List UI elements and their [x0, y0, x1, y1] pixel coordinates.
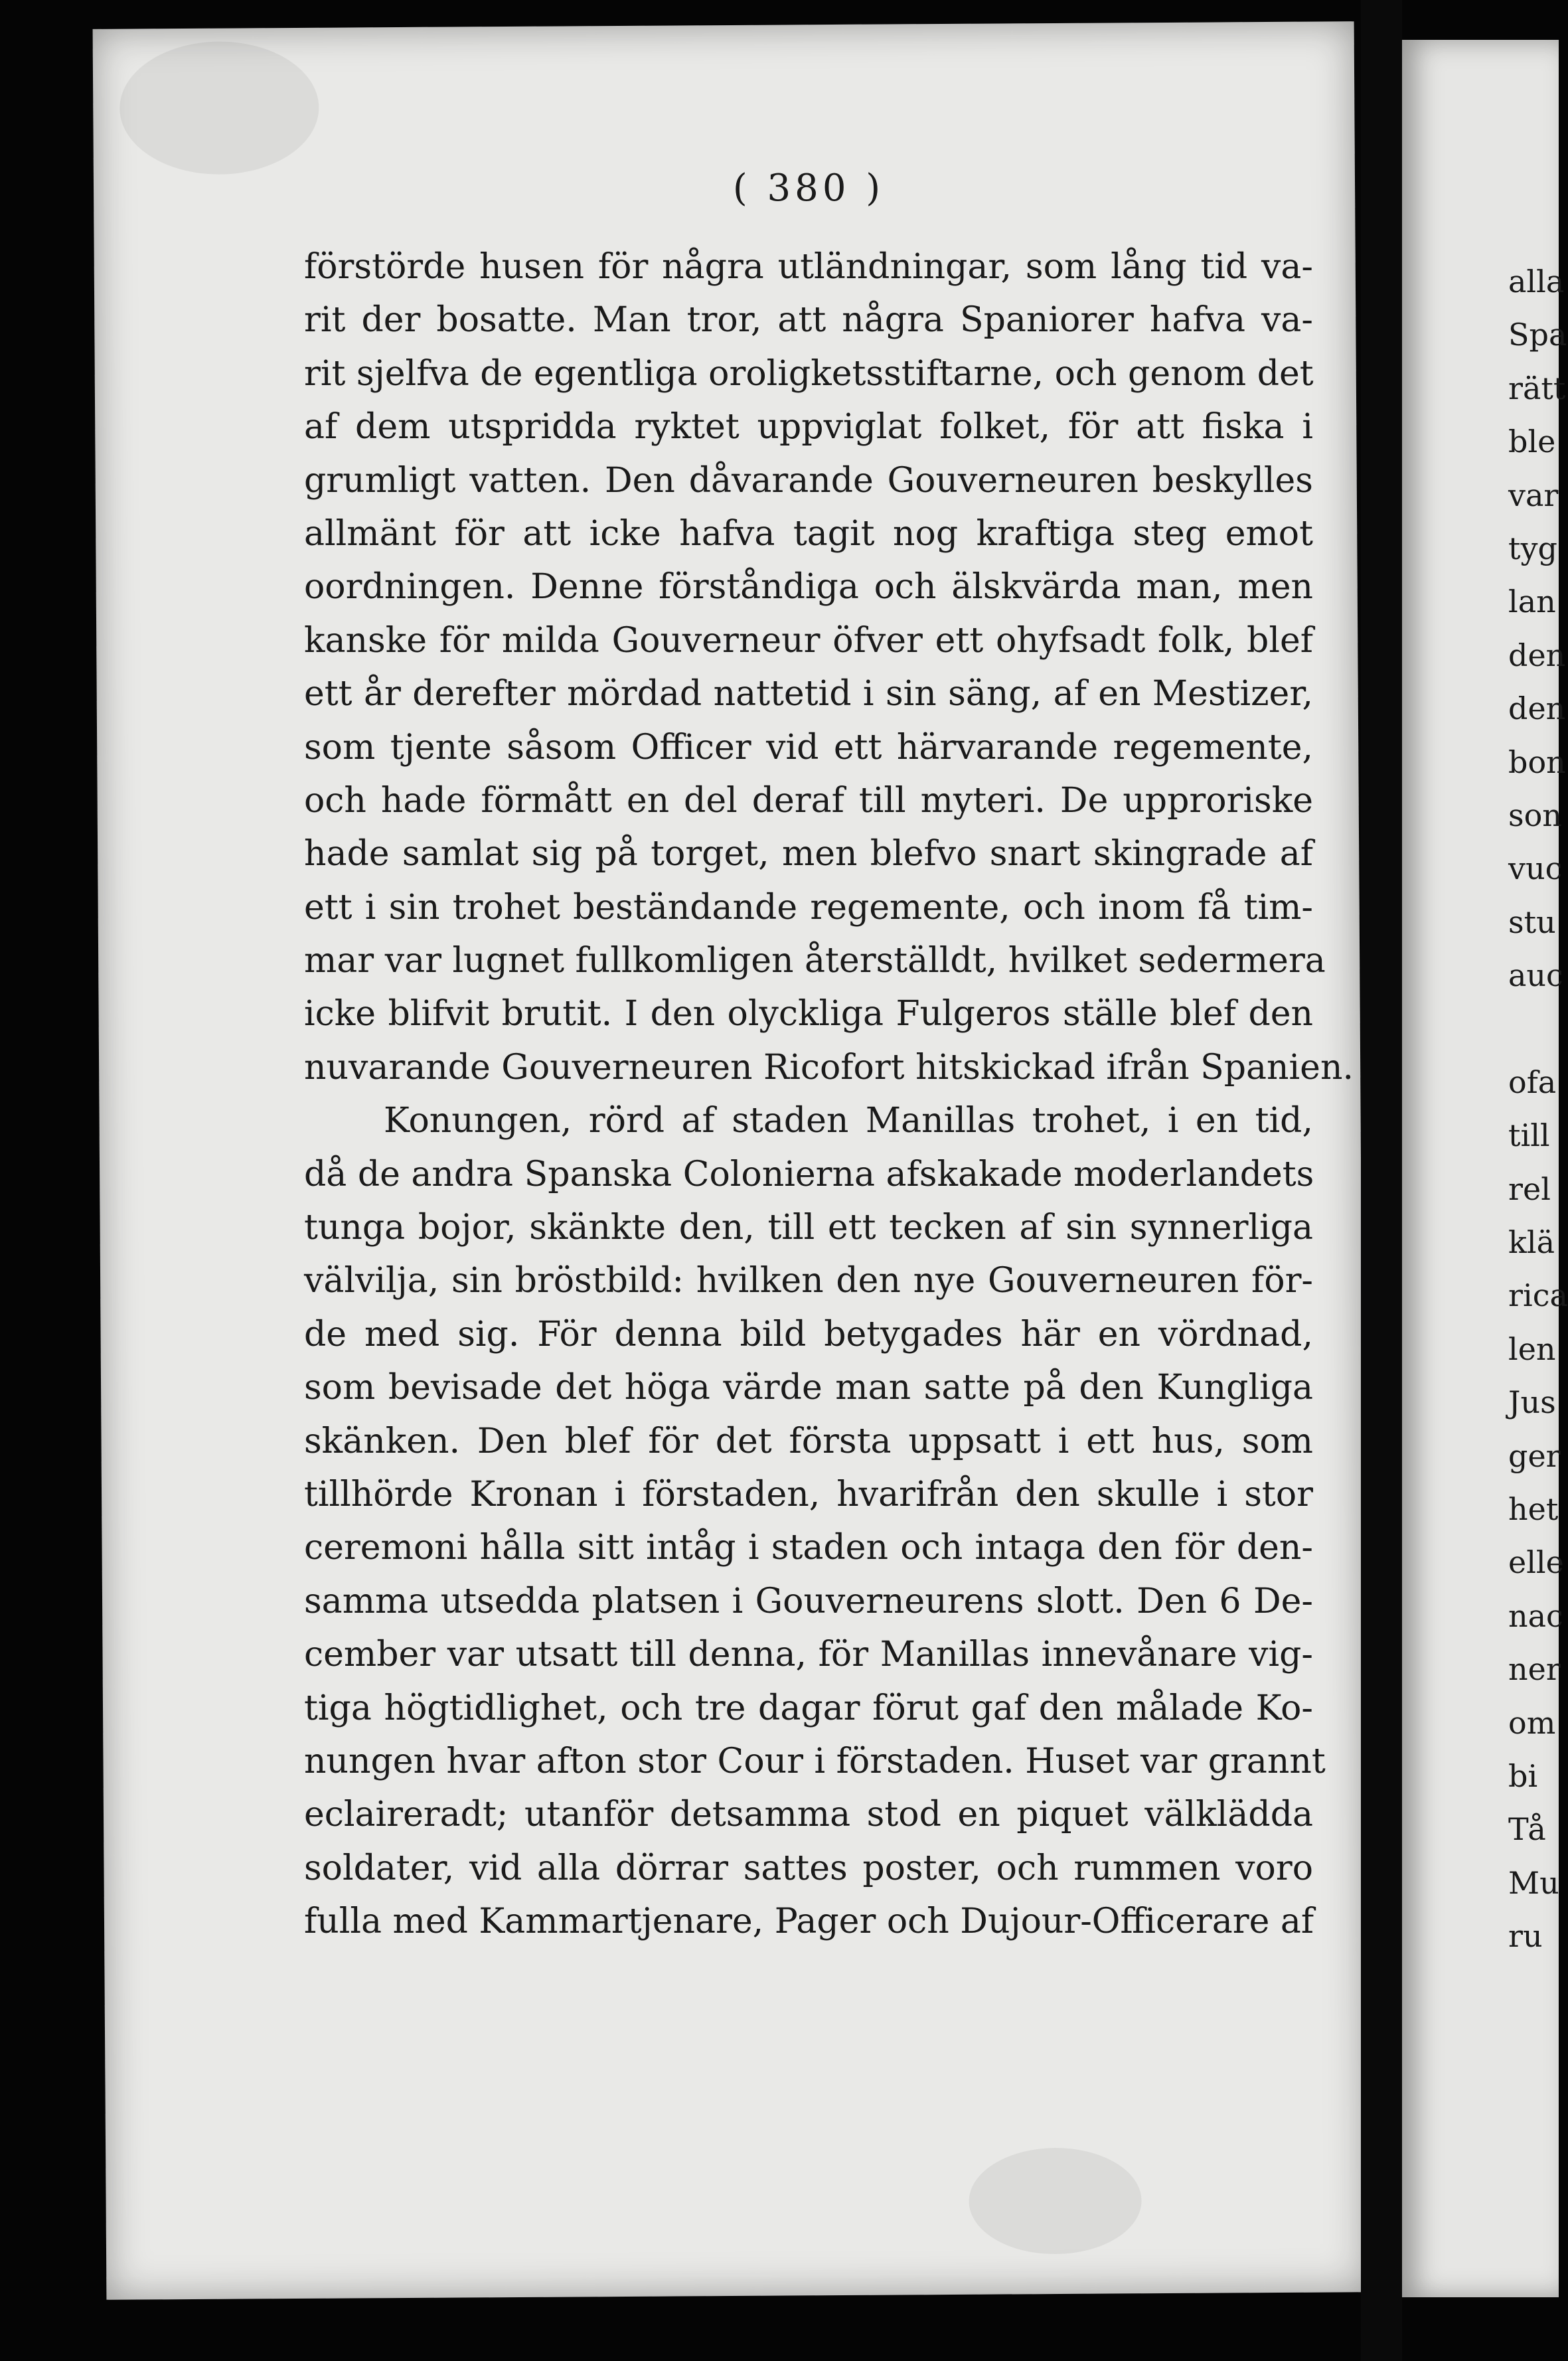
text-line: ceremoni hålla sitt intåg i staden och intaga den för den-	[304, 1528, 1313, 1568]
text-line: tillhörde Kronan i förstaden, hvarifrån den skulle i stor	[304, 1474, 1313, 1514]
right-page-fragment: den	[1508, 637, 1566, 673]
paper-stain	[119, 41, 319, 175]
right-page-fragment: lan	[1508, 584, 1556, 620]
text-line: eclaireradt; utanför detsamma stod en piquet välklädda	[304, 1795, 1313, 1835]
text-line: af dem utspridda ryktet uppviglat folket, för att fiska i	[304, 407, 1313, 448]
text-line: ett i sin trohet beständande regemente, och inom få tim-	[304, 887, 1313, 928]
right-page-fragment: vuc	[1508, 851, 1563, 887]
right-page-fragment: ble	[1508, 424, 1556, 460]
text-line: välvilja, sin bröstbild: hvilken den nye Gouverneuren för-	[304, 1261, 1313, 1301]
right-page-fragment: Mu	[1508, 1864, 1559, 1901]
right-page-fragment: alla	[1508, 264, 1565, 299]
right-page-fragment: Spa	[1508, 317, 1567, 353]
right-page-fragment: stu	[1508, 904, 1556, 940]
right-page-fragment: elle	[1508, 1544, 1564, 1581]
text-line: Konungen, rörd af staden Manillas trohet, i en tid,	[384, 1101, 1313, 1141]
text-line: förstörde husen för några utländningar, som lång tid va-	[304, 247, 1313, 287]
right-page-fragment: ner	[1508, 1651, 1561, 1688]
text-line: och hade förmått en del deraf till myteri. De upproriske	[304, 780, 1313, 821]
text-line: rit der bosatte. Man tror, att några Spaniorer hafva va-	[304, 300, 1313, 341]
right-page-fragment: ofa	[1508, 1064, 1557, 1100]
body-text	[304, 240, 1354, 1949]
text-line: cember var utsatt till denna, för Manillas innevånare vig-	[304, 1635, 1313, 1675]
page-number: ( 380 )	[732, 167, 885, 210]
text-line: tunga bojor, skänkte den, till ett tecken af sin synnerliga	[304, 1208, 1313, 1248]
text-line: oordningen. Denne förståndiga och älskvärda man, men	[304, 567, 1313, 608]
right-page-fragment: rel	[1508, 1171, 1551, 1207]
right-page-fragment: het	[1508, 1491, 1559, 1527]
right-page-fragment: auc	[1508, 957, 1563, 994]
paper-stain	[969, 2147, 1142, 2255]
text-line: skänken. Den blef för det första uppsatt i ett hus, som	[304, 1421, 1313, 1461]
text-line: då de andra Spanska Colonierna afskakade moderlandets	[304, 1154, 1314, 1194]
text-line: mar var lugnet fullkomligen återställdt, hvilket sedermera	[304, 941, 1326, 981]
right-page-fragment: bon	[1508, 744, 1566, 780]
right-page-fragment: till	[1508, 1117, 1550, 1154]
text-line: fulla med Kammartjenare, Pager och Dujour-Officerare af	[304, 1902, 1314, 1942]
right-page-fragment: var	[1508, 477, 1559, 513]
text-line: samma utsedda platsen i Gouverneurens slott. Den 6 De-	[304, 1581, 1313, 1621]
text-line: som tjente såsom Officer vid ett härvarande regemente,	[304, 727, 1313, 768]
right-page-fragment: son	[1508, 797, 1562, 833]
right-page-fragment: rätt	[1508, 370, 1566, 406]
text-line: icke blifvit brutit. I den olyckliga Fulgeros ställe blef den	[304, 994, 1313, 1034]
text-line: ett år derefter mördad nattetid i sin säng, af en Mestizer,	[304, 674, 1313, 714]
text-line: grumligt vatten. Den dåvarande Gouverneuren beskylles	[304, 460, 1313, 501]
text-line: tiga högtidlighet, och tre dagar förut gaf den målade Ko-	[304, 1688, 1313, 1728]
right-page-fragment: ger	[1508, 1437, 1561, 1474]
right-page-fragment: ru	[1508, 1918, 1543, 1955]
page-text	[304, 166, 1354, 1949]
right-page-fragment	[1508, 1002, 1559, 1055]
right-page-fragment: om	[1508, 1704, 1556, 1741]
right-page-fragment: bi	[1508, 1757, 1538, 1794]
text-line: hade samlat sig på torget, men blefvo snart skingrade af	[304, 834, 1313, 874]
right-page-fragment: Jus	[1508, 1384, 1556, 1421]
text-line: nuvarande Gouverneuren Ricofort hitskickad ifrån Spanien.	[304, 1047, 1354, 1088]
text-line: de med sig. För denna bild betygades här en vördnad,	[304, 1314, 1313, 1354]
right-page-fragment: rica	[1508, 1277, 1568, 1314]
right-page-fragment: Tå	[1508, 1811, 1546, 1848]
right-page-fragment: den	[1508, 691, 1566, 727]
text-line: nungen hvar afton stor Cour i förstaden. Huset var grannt	[304, 1741, 1326, 1781]
text-line: allmänt för att icke hafva tagit nog kraftiga steg emot	[304, 513, 1313, 554]
text-line: soldater, vid alla dörrar sattes poster, och rummen voro	[304, 1848, 1313, 1888]
right-page-text-fragments	[1508, 255, 1568, 1963]
right-page-fragment: len	[1508, 1331, 1556, 1367]
right-page-fragment: nac	[1508, 1597, 1563, 1634]
text-line: kanske för milda Gouverneur öfver ett ohyfsadt folk, blef	[304, 620, 1313, 661]
book-gutter	[1361, 0, 1402, 2361]
right-page-fragment: klä	[1508, 1224, 1555, 1261]
text-line: som bevisade det höga värde man satte på den Kungliga	[304, 1368, 1313, 1408]
text-line: rit sjelfva de egentliga oroligketsstiftarne, och genom det	[304, 353, 1314, 394]
right-page-fragment: tyg	[1508, 530, 1557, 566]
